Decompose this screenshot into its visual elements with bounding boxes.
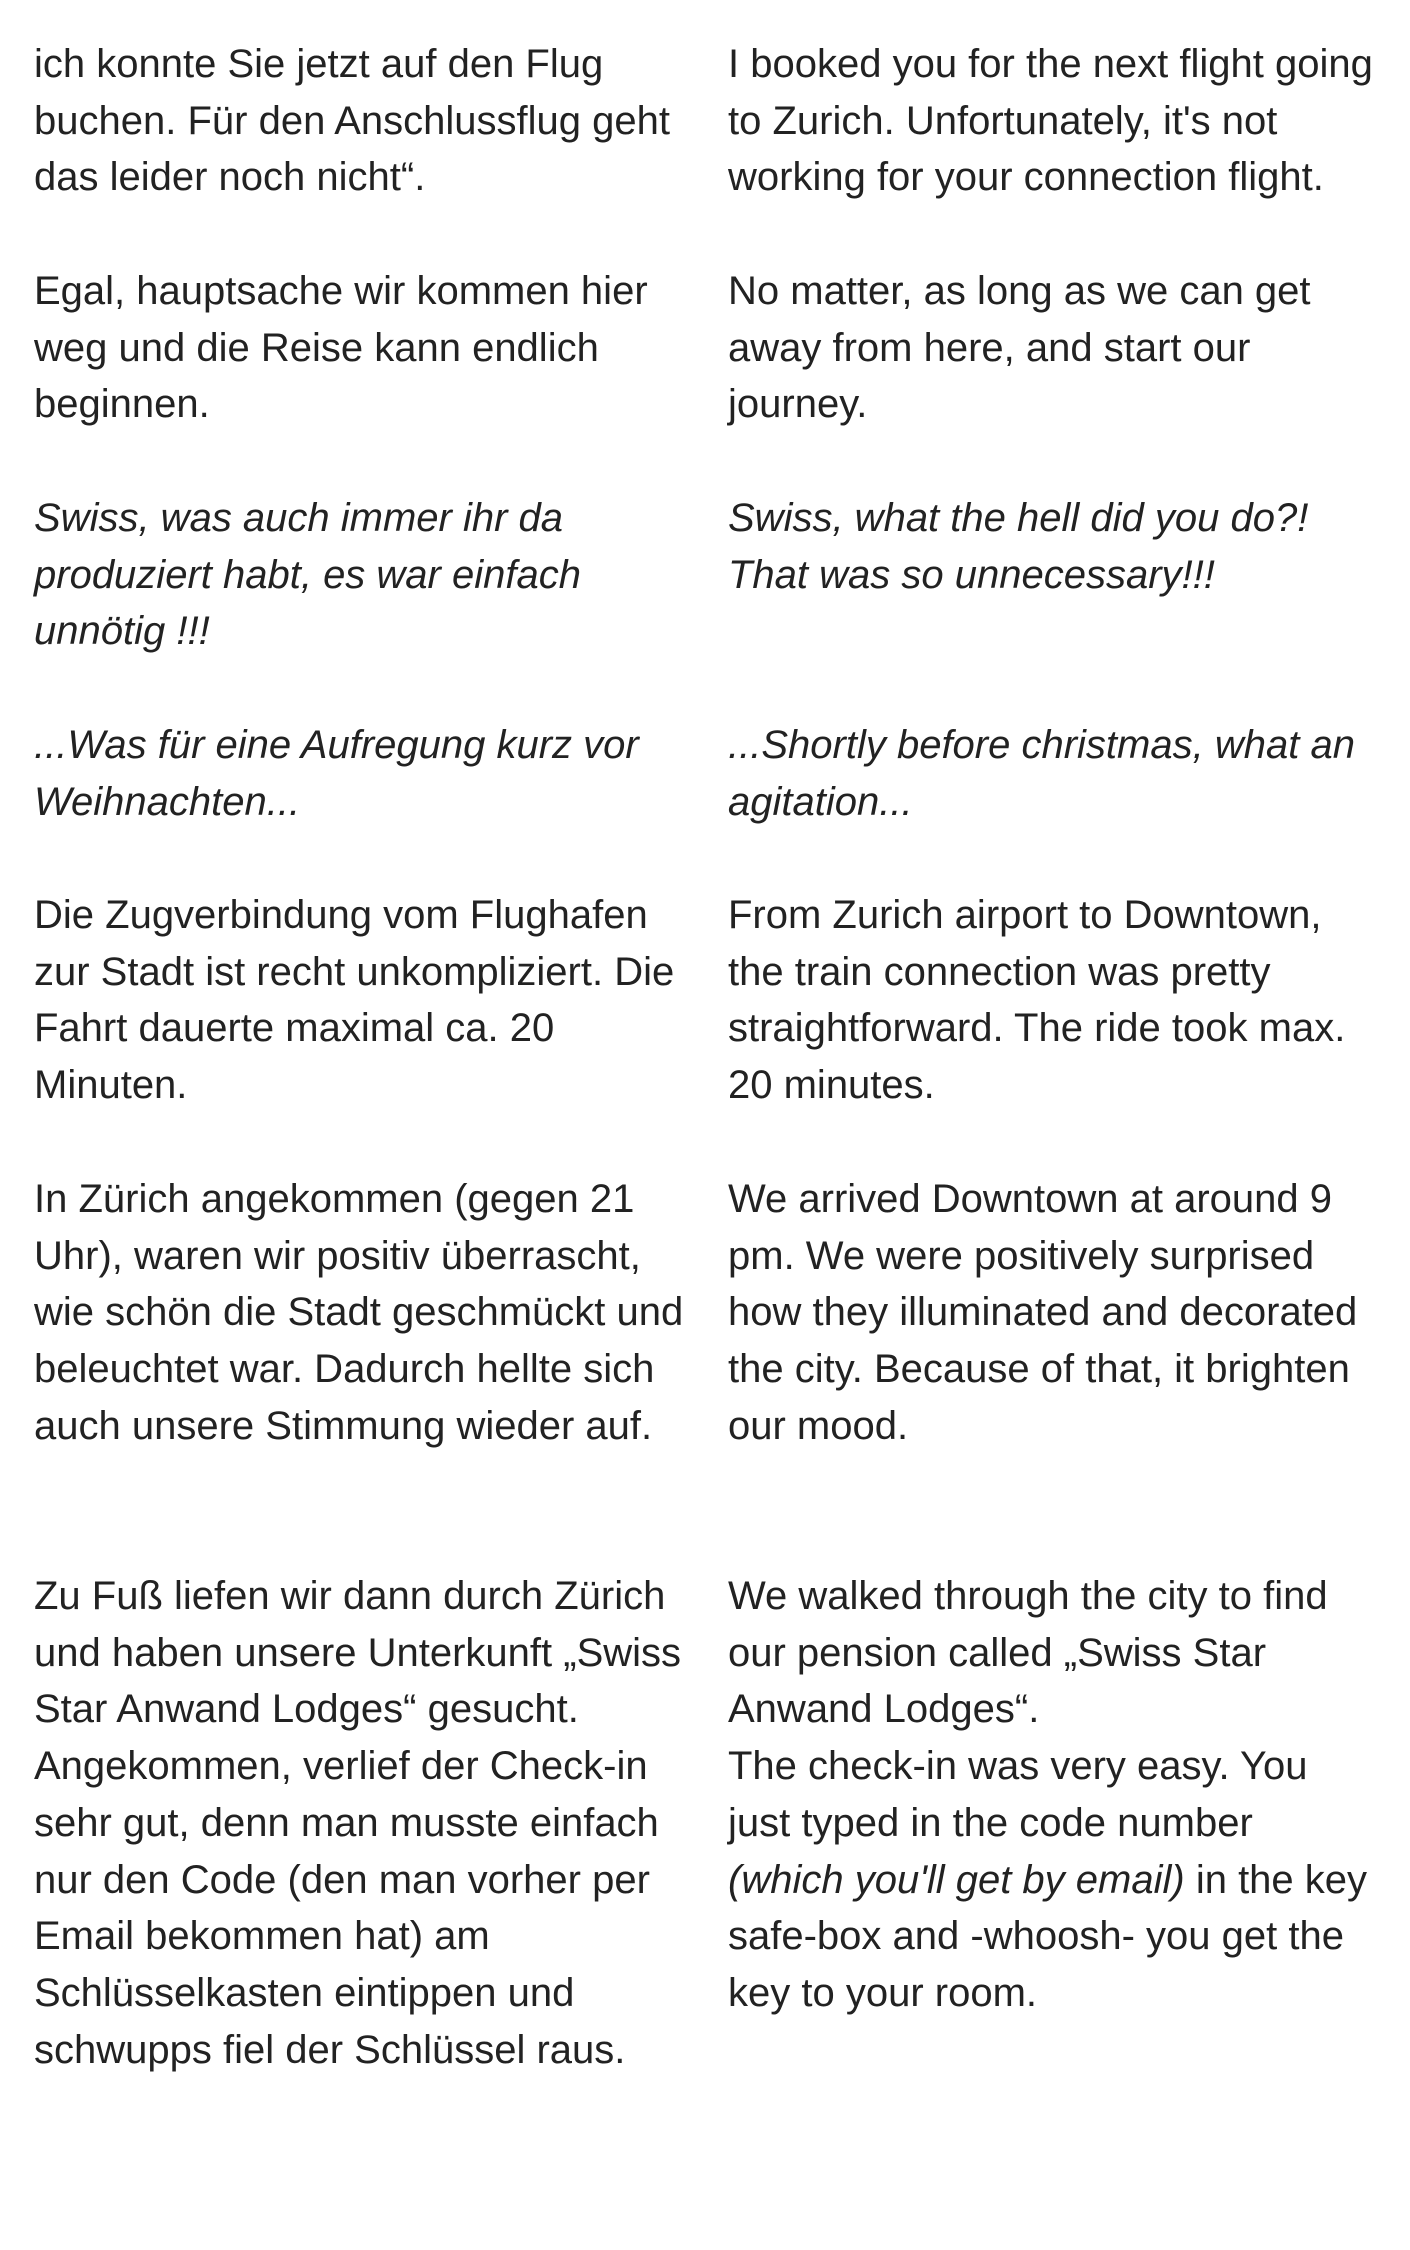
german-paragraph: Die Zugverbindung vom Flughafen zur Stadt ist recht unkompliziert. Die Fahrt dauerte maximal ca. 20 Minuten.	[34, 893, 675, 1108]
english-column	[728, 887, 1378, 1114]
german-paragraph: In Zürich angekommen (gegen 21 Uhr), waren wir positiv überrascht, wie schön die Stadt geschmückt und beleuchtet war. Dadurch hellte sich auch unsere Stimmung wieder auf.	[34, 1177, 684, 1448]
german-paragraph: Zu Fuß liefen wir dann durch Zürich und haben unsere Unterkunft „Swiss Star Anwand Lodges“ gesucht.	[34, 1574, 682, 1732]
english-text: The check-in was very easy. You just typed in the code number	[728, 1744, 1308, 1845]
german-paragraph: Swiss, was auch immer ihr da produziert habt, es war einfach unnötig !!!	[34, 496, 581, 654]
english-paragraph: We arrived Downtown at around 9 pm. We were positively surprised how they illuminated and decorated the city. Because of that, it brighten our mood.	[728, 1177, 1358, 1448]
german-column	[34, 490, 684, 660]
english-paragraph: No matter, as long as we can get away from here, and start our journey.	[728, 269, 1311, 427]
german-column	[34, 1568, 684, 2078]
english-text: in the key safe-box and -whoosh- you get the key to your room.	[728, 1857, 1368, 2015]
german-column	[34, 887, 684, 1114]
english-paragraph	[728, 1738, 1378, 2022]
english-paragraph: We walked through the city to find our pension called „Swiss Star Anwand Lodges“.	[728, 1574, 1328, 1732]
english-text-italic: (which you'll get by email)	[728, 1857, 1185, 1902]
english-column	[728, 263, 1378, 433]
english-paragraph: Swiss, what the hell did you do?! That was so unnecessary!!!	[728, 496, 1309, 597]
german-paragraph: ich konnte Sie jetzt auf den Flug buchen. Für den Anschlussflug geht das leider noch nicht“.	[34, 42, 670, 200]
english-paragraph: ...Shortly before christmas, what an agitation...	[728, 723, 1355, 824]
german-paragraph: ...Was für eine Aufregung kurz vor Weihnachten...	[34, 723, 639, 824]
german-paragraph: Egal, hauptsache wir kommen hier weg und die Reise kann endlich beginnen.	[34, 269, 648, 427]
english-paragraph: I booked you for the next flight going to Zurich. Unfortunately, it's not working for your connection flight.	[728, 42, 1373, 200]
german-column	[34, 1171, 684, 1455]
english-column	[728, 490, 1378, 603]
german-column	[34, 36, 684, 206]
german-column	[34, 263, 684, 433]
english-column	[728, 1171, 1378, 1455]
english-paragraph: From Zurich airport to Downtown, the train connection was pretty straightforward. The ride took max. 20 minutes.	[728, 893, 1346, 1108]
english-column	[728, 717, 1378, 830]
german-column	[34, 717, 684, 830]
english-column	[728, 36, 1378, 206]
english-column	[728, 1568, 1378, 2022]
german-paragraph: Angekommen, verlief der Check-in sehr gut, denn man musste einfach nur den Code (den man vorher per Email bekommen hat) am Schlüsselkasten eintippen und schwupps fiel der Schlüssel raus.	[34, 1744, 659, 2072]
